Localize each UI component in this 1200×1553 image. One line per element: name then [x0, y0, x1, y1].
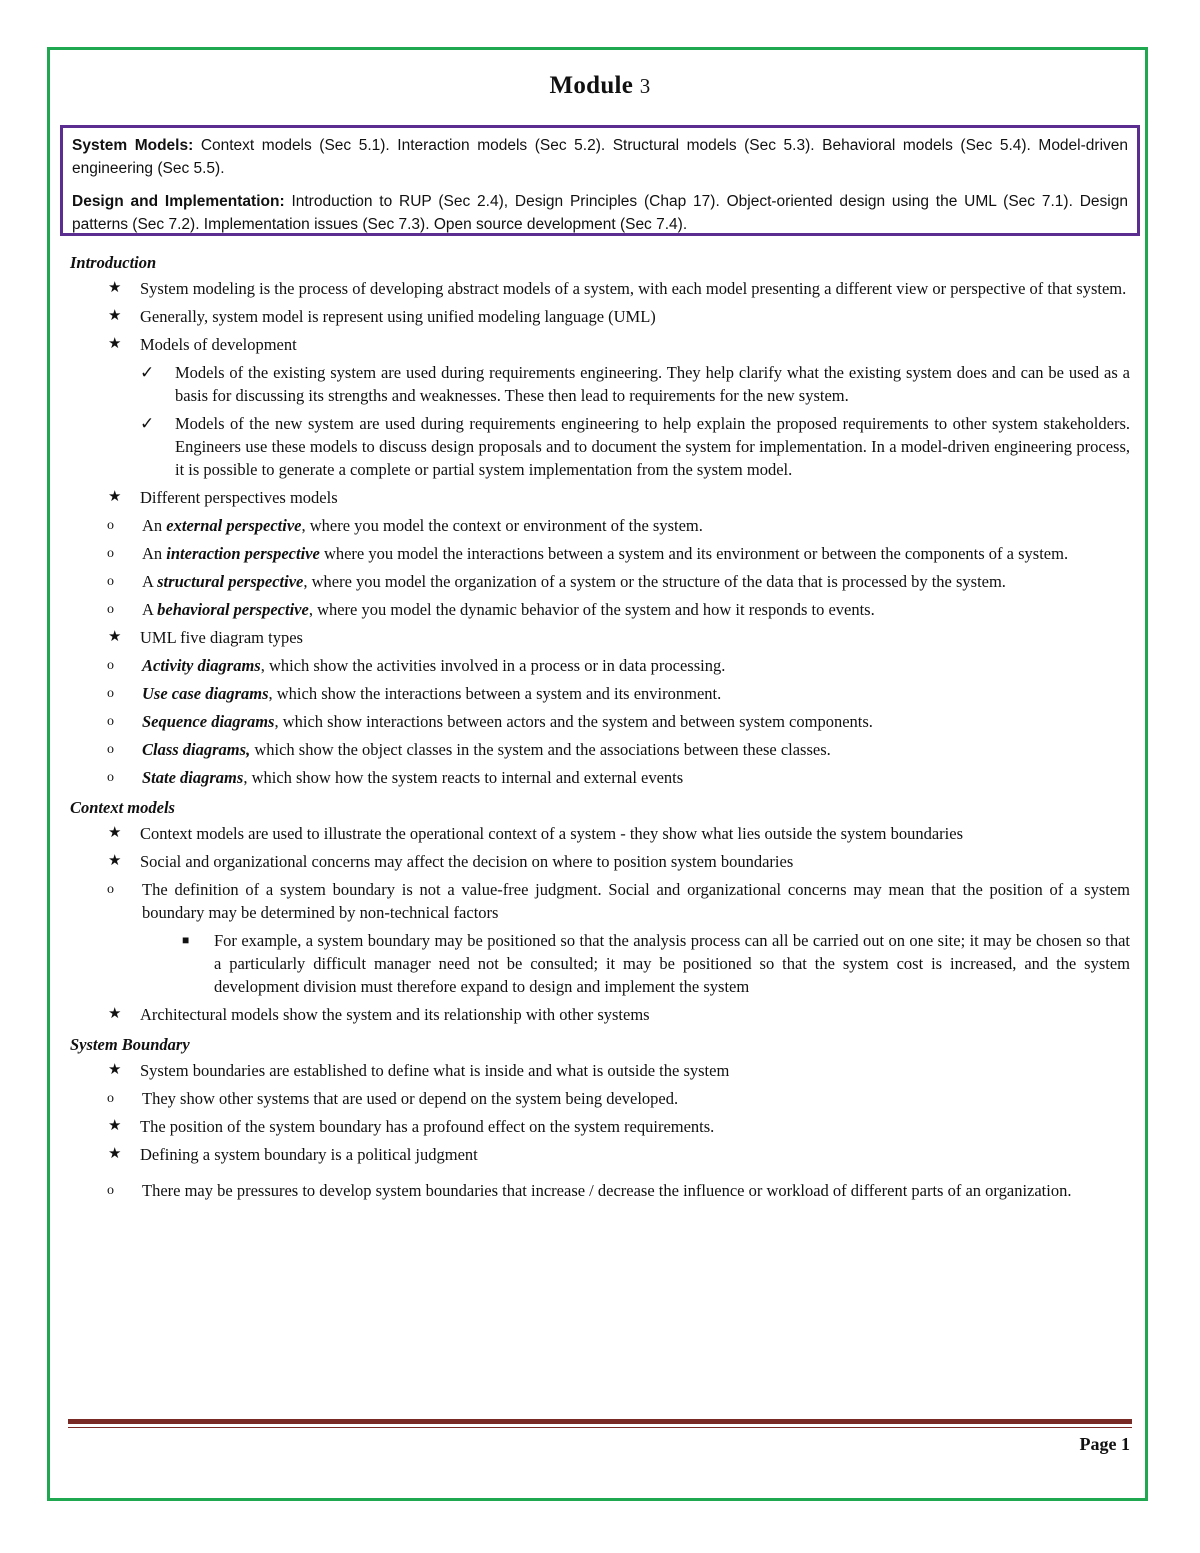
list-item: ★ Architectural models show the system and its relationship with other systems: [108, 1005, 650, 1024]
list-item: ✓ Models of the existing system are used during requirements engineering. They help clarify what the existing system does and can be used as a basis for discussing its strengths and weaknesses. These then lead to requirements for the new system.: [140, 363, 1130, 405]
list-item: o Sequence diagrams, which show interactions between actors and the system and between system components.: [107, 712, 873, 731]
list-item: o Class diagrams, which show the object classes in the system and the associations between these classes.: [107, 740, 831, 759]
star-bullet-icon: ★: [108, 1062, 122, 1078]
star-bullet-icon: ★: [108, 1146, 122, 1162]
star-bullet-icon: ★: [108, 1118, 122, 1134]
circle-bullet-icon: o: [107, 1183, 114, 1198]
list-item: ★ System modeling is the process of developing abstract models of a system, with each model presenting a different view or perspective of that system.: [108, 279, 1127, 298]
summary-system-models: System Models: Context models (Sec 5.1). Interaction models (Sec 5.2). Structural models (Sec 5.3). Behavioral models (Sec 5.4). Model-driven engineering (Sec 5.5).: [72, 137, 1128, 177]
checkmark-bullet-icon: ✓: [140, 363, 155, 382]
circle-bullet-icon: o: [107, 658, 114, 673]
circle-bullet-icon: o: [107, 518, 114, 533]
list-item: o There may be pressures to develop system boundaries that increase / decrease the influence or workload of different parts of an organization.: [70, 1178, 1130, 1203]
square-bullet-icon: ■: [182, 933, 190, 947]
circle-bullet-icon: o: [107, 714, 114, 729]
list-item: o They show other systems that are used or depend on the system being developed.: [107, 1089, 679, 1108]
circle-bullet-icon: o: [107, 546, 114, 561]
page-number: Page 1: [1079, 1434, 1130, 1454]
checkmark-bullet-icon: ✓: [140, 414, 155, 433]
circle-bullet-icon: o: [107, 602, 114, 617]
list-item: o Activity diagrams, which show the activities involved in a process or in data processing.: [107, 656, 726, 675]
module-summary-box: [60, 125, 1140, 236]
context-models-list: [70, 822, 1130, 1026]
circle-bullet-icon: o: [107, 574, 114, 589]
circle-bullet-icon: o: [107, 1091, 114, 1106]
star-bullet-icon: ★: [108, 308, 122, 324]
list-item: o A behavioral perspective, where you model the dynamic behavior of the system and how it responds to events.: [107, 600, 875, 619]
system-boundary-list: [70, 1059, 1130, 1203]
list-item: o State diagrams, which show how the system reacts to internal and external events: [107, 768, 684, 787]
star-bullet-icon: ★: [108, 280, 122, 296]
list-item: ★ The position of the system boundary has a profound effect on the system requirements.: [108, 1117, 715, 1136]
list-item: o An external perspective, where you model the context or environment of the system.: [107, 516, 703, 535]
star-bullet-icon: ★: [108, 629, 122, 645]
introduction-list: [70, 277, 1130, 789]
page-title: Module 3: [549, 72, 651, 99]
star-bullet-icon: ★: [108, 853, 122, 869]
star-bullet-icon: ★: [108, 489, 122, 505]
list-item: ★ Generally, system model is represent using unified modeling language (UML): [108, 307, 656, 326]
circle-bullet-icon: o: [107, 686, 114, 701]
footer-rule: [68, 1419, 1132, 1424]
list-item: o An interaction perspective where you model the interactions between a system and its environment or between the components of a system.: [107, 544, 1069, 563]
circle-bullet-icon: o: [107, 882, 114, 897]
list-item: ■ For example, a system boundary may be positioned so that the analysis process can all be carried out on one site; it may be chosen so that a particularly difficult manager need not be consulted; it may be positioned so that the system cost is increased, and the system development division must therefore expand to design and implement the system: [182, 931, 1130, 996]
list-item: ★ Context models are used to illustrate the operational context of a system - they show what lies outside the system boundaries: [108, 824, 963, 843]
document-body: [70, 249, 1130, 1208]
star-bullet-icon: ★: [108, 825, 122, 841]
list-item: ★ System boundaries are established to define what is inside and what is outside the system o They show other systems that are used or depend on the system being developed.: [70, 1059, 1130, 1110]
list-item: ★ UML five diagram types o Activity diagrams, which show the activities involved in a process or in data processing. o Use case diagrams, which show the interactions between a system and its environment. o Sequence diagrams, which show interactions between actors and the system and between system components. o Class diagrams, which show the object classes in the system and the associations between these classes. o State diagrams, which show how the system reacts to internal and external events: [70, 626, 1130, 789]
circle-bullet-icon: o: [107, 742, 114, 757]
list-item: ★ Social and organizational concerns may affect the decision on where to position system boundaries o The definition of a system boundary is not a value-free judgment. Social and organizational concerns may mean that the position of a system boundary may be determined by non-technical factors ■ For example, a system boundary may be positioned so that the analysis process can all be carried out on one site; it may be chosen so that a particularly difficult manager need not be consulted; it may be positioned so that the system cost is increased, and the system development division must therefore expand to design and implement the system: [70, 850, 1130, 998]
list-item: o A structural perspective, where you model the organization of a system or the structure of the data that is processed by the system.: [107, 572, 1006, 591]
list-item: ✓ Models of the new system are used during requirements engineering to help explain the proposed requirements to other system stakeholders. Engineers use these models to discuss design proposals and to document the system for implementation. In a model-driven engineering process, it is possible to generate a complete or partial system implementation from the system model.: [140, 414, 1130, 479]
circle-bullet-icon: o: [107, 770, 114, 785]
section-heading-introduction: Introduction: [70, 253, 157, 272]
list-item: o Use case diagrams, which show the interactions between a system and its environment.: [107, 684, 722, 703]
list-item: ★ Different perspectives models o An external perspective, where you model the context or environment of the system. o An interaction perspective where you model the interactions between a system and its environment or between the components of a system. o A structural perspective, where you model the organization of a system or the structure of the data that is processed by the system. o A behavioral perspective, where you model the dynamic behavior of the system and how it responds to events.: [70, 486, 1130, 621]
list-item: ★ Defining a system boundary is a political judgment o There may be pressures to develop system boundaries that increase / decrease the influence or workload of different parts of an organization.: [70, 1143, 1130, 1203]
summary-design-implementation: Design and Implementation: Introduction to RUP (Sec 2.4), Design Principles (Chap 17). Object-oriented design using the UML (Sec 7.1). Design patterns (Sec 7.2). Implementation issues (Sec 7.3). Open source development (Sec 7.4).: [72, 193, 1128, 233]
star-bullet-icon: ★: [108, 336, 122, 352]
list-item: o The definition of a system boundary is not a value-free judgment. Social and organizational concerns may mean that the position of a system boundary may be determined by non-technical factors ■ For example, a system boundary may be positioned so that the analysis process can all be carried out on one site; it may be chosen so that a particularly difficult manager need not be consulted; it may be positioned so that the system cost is increased, and the system development division must therefore expand to design and implement the system: [107, 880, 1130, 996]
section-heading-context-models: Context models: [70, 798, 175, 817]
footer-rule-thin: [68, 1427, 1132, 1428]
list-item: ★ Models of development ✓ Models of the existing system are used during requirements engineering. They help clarify what the existing system does and can be used as a basis for discussing its strengths and weaknesses. These then lead to requirements for the new system. ✓ Models of the new system are used during requirements engineering to help explain the proposed requirements to other system stakeholders. Engineers use these models to discuss design proposals and to document the system for implementation. In a model-driven engineering process, it is possible to generate a complete or partial system implementation from the system model.: [108, 335, 1130, 479]
section-heading-system-boundary: System Boundary: [70, 1035, 190, 1054]
star-bullet-icon: ★: [108, 1006, 122, 1022]
